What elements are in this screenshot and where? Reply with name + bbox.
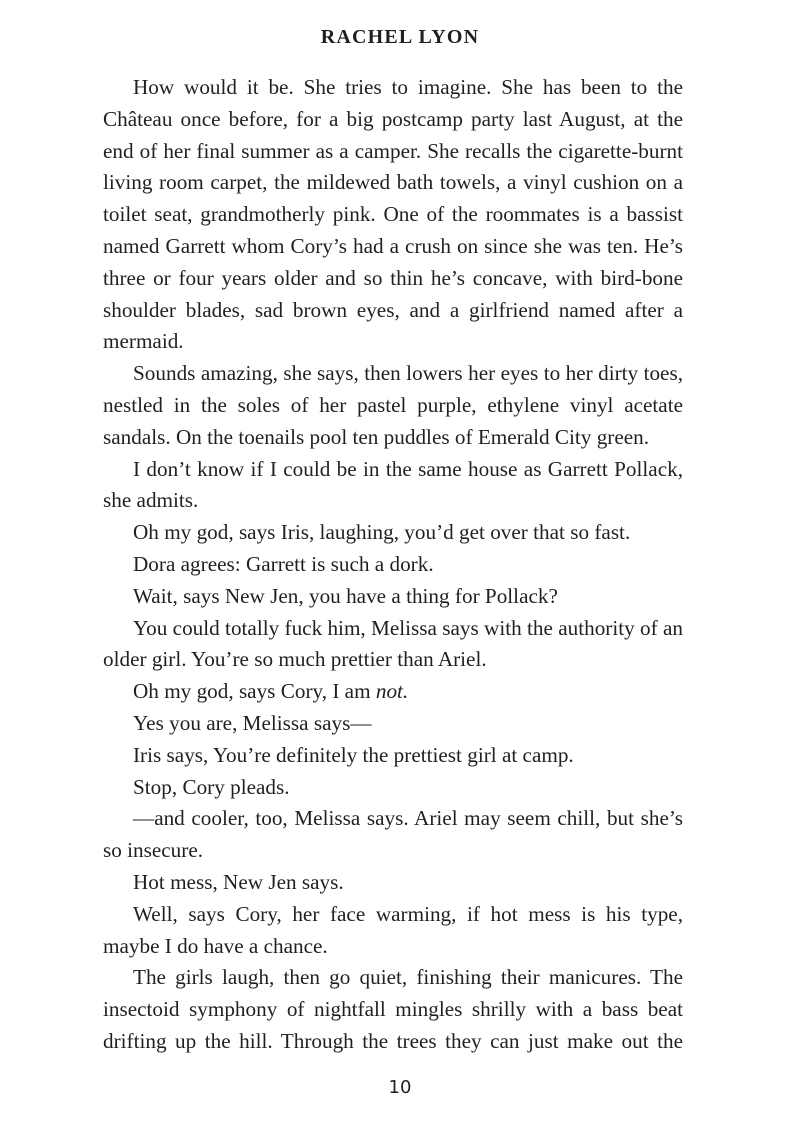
paragraph: Dora agrees: Garrett is such a dork.	[133, 551, 434, 576]
paragraph: You could totally fuck him, Melissa says with the authority of an older girl. You’re so much prettier than Ariel.	[103, 615, 683, 672]
paragraph: Well, says Cory, her face warming, if hot mess is his type, maybe I do have a chance.	[103, 901, 683, 958]
paragraph: Yes you are, Melissa says—	[133, 710, 372, 735]
body-text	[103, 72, 683, 1058]
paragraph: The girls laugh, then go quiet, finishing their manicures. The insectoid symphony of nightfall mingles shrilly with a bass beat drifting up the hill. Through the trees they can just make out the	[103, 965, 683, 1053]
paragraph: Iris says, You’re definitely the prettiest girl at camp.	[133, 742, 574, 767]
paragraph: Wait, says New Jen, you have a thing for Pollack?	[133, 583, 558, 608]
page-number: 10	[388, 1077, 412, 1098]
paragraph: Hot mess, New Jen says.	[133, 869, 344, 894]
paragraph-text: Oh my god, says Cory, I am	[133, 679, 376, 704]
paragraph	[103, 676, 683, 708]
paragraph: I don’t know if I could be in the same house as Garrett Pollack, she admits.	[103, 456, 683, 513]
emphasis-text: not.	[375, 679, 409, 704]
paragraph: —and cooler, too, Melissa says. Ariel may seem chill, but she’s so insecure.	[103, 806, 683, 863]
paragraph: Stop, Cory pleads.	[133, 774, 290, 799]
paragraph: Oh my god, says Iris, laughing, you’d get over that so fast.	[133, 520, 631, 545]
paragraph: How would it be. She tries to imagine. She has been to the Château once before, for a big postcamp party last August, at the end of her final summer as a camper. She recalls the cigarette-burnt living room carpet, the mildewed bath towels, a vinyl cushion on a toilet seat, grandmotherly pink. One of the roommates is a bassist named Garrett whom Cory’s had a crush on since she was ten. He’s three or four years older and so thin he’s concave, with bird-bone shoulder blades, sad brown eyes, and a girlfriend named after a mermaid.	[103, 75, 683, 354]
running-head: RACHEL LYON	[320, 26, 480, 48]
paragraph: Sounds amazing, she says, then lowers her eyes to her dirty toes, nestled in the soles of her pastel purple, ethylene vinyl acetate sandals. On the toenails pool ten puddles of Emerald City green.	[103, 361, 683, 449]
